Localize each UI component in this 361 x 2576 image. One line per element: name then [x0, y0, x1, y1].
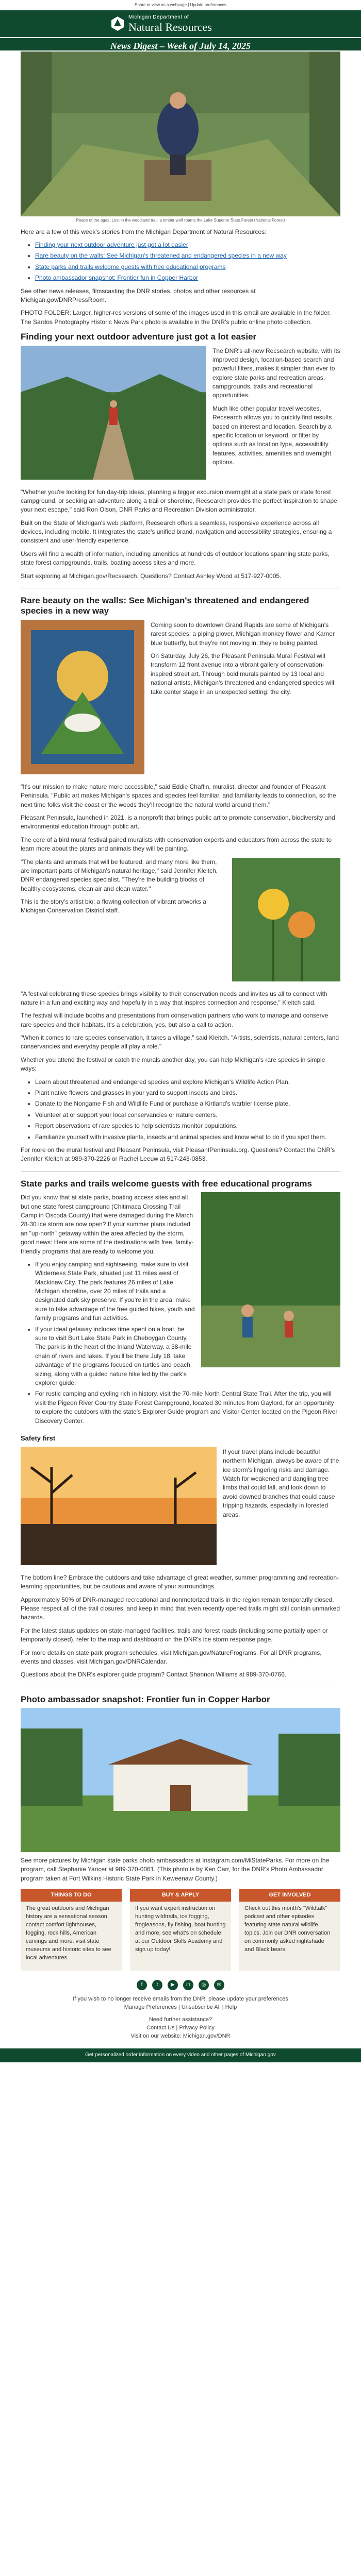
top-bar [0, 0, 361, 10]
story2-mural-photo [21, 620, 144, 774]
footer-line3: Need further assistance? [149, 2016, 212, 2023]
story2-p6: This is the story's artist bio: a flowing collection of vibrant artworks a Michigan Conservation District staff. [21, 898, 206, 914]
intro-item-1[interactable]: • Finding your next outdoor adventure just got a lot easier [35, 241, 340, 249]
header-text [128, 14, 212, 34]
story3-p1: Did you know that at state parks, boating access sites and all but one state forest campground (Chitimaca Crossing Trail Camp in Oscoda County) that were damaged during the March 28-30 ice storm are now open? If your summer plans included an "up-north" getaway within the area affected by the storm, good news: Here are some of the destinations with free, family-friendly programs that are ready to welcome you. [21, 1194, 194, 1255]
intro-list [35, 241, 340, 283]
story3-photo [201, 1192, 340, 1367]
story2-item: • Familiarize yourself with invasive plants, insects and animal species and know what to do if you spot them. [35, 1133, 340, 1142]
safety-p4: For the latest status updates on state-managed facilities, trails and forest roads (including some partially open or temporarily closed), refer to the map and dashboard on the DNR's ice storm response page. [21, 1626, 328, 1643]
email-icon[interactable]: ✉ [214, 1980, 224, 1990]
story1-p5: Users will find a wealth of information, including amenities at hundreds of outdoor locations spanning state parks, state forest campgrounds, trails, boating access sites and more. [21, 550, 330, 567]
story2-more: For more on the mural festival and Pleasant Peninsula, visit PleasantPeninsula.org. Questions? Contact the DNR's Jennifer Kleitch at 989-370-2226 or Rachel Leeuw at 517-243-0853. [21, 1146, 335, 1163]
story1-p1: The DNR's all-new Recsearch website, with its improved design, location-based search and powerful filters, makes it simpler than ever to explore state parks and recreation areas, campgrounds, trails and recreational opportunities. [212, 347, 340, 399]
story2-p1: Coming soon to downtown Grand Rapids are some of Michigan's rarest species: a piping plover, Michigan monkey flower and Karner blue butterfly, but they're not moving in; they're being painted. [151, 621, 335, 647]
story2-p4: Pleasant Peninsula, launched in 2021, is a nonprofit that brings public art to promote conservation, biodiversity and environmental education through public art. [21, 814, 335, 831]
story1-title: Finding your next outdoor adventure just got a lot easier [21, 332, 257, 342]
card-body: Check out this month's "Wildtalk" podcast and other episodes featuring state natural wildlife topics. Join our DNR conversation on commonly asked nightshade and Black bears. [244, 1905, 331, 1953]
header-org-big: Natural Resources [128, 21, 212, 34]
hero-photo [21, 52, 340, 216]
story2-quote: "The plants and animals that will be featured, and many more like them, are important parts of Michigan's natural heritage," said Jennifer Kleitch, DNR endangered species specialist. "They're the building blocks of healthy ecosystems, clean air and clean water." [21, 858, 218, 892]
footer-text [21, 1995, 340, 2041]
story4-p1: See more pictures by Michigan state parks photo ambassadors at Instagram.com/MiStateParks. For more on the program, call Stephanie Yancer at 989-370-0061. (This photo is by Ken Carr, for the DNR's Photo Ambassador program taken at Fort Wilkins Historic State Park in Keweenaw County.) [21, 1857, 330, 1882]
card-head: GET INVOLVED [239, 1889, 340, 1902]
story2-p7: "A festival celebrating these species brings visibility to their conservation needs and invites us all to connect with nature in a fun and exciting way and hopefully in a way that inspires connection and response," Kleitch said. [21, 990, 327, 1006]
header-org-small: Michigan Department of [128, 14, 189, 20]
story3-more: For more details on state park program schedules, visit Michigan.gov/NatureFrograms. For all DNR programs, events and classes, visit Michigan.gov/DNRCalendar. [21, 1649, 322, 1665]
safety-p2: The bottom line? Embrace the outdoors and take advantage of great weather, summer programming and recreation-learning opportunities, but be cautious and aware of your surroundings. [21, 1573, 339, 1590]
instagram-icon[interactable]: ◎ [199, 1980, 209, 1990]
intro-more: See other news releases, filmscasting the DNR stories, photos and other resources at Michigan.gov/DNRPressRoom. [21, 287, 256, 303]
card-body: If you want expert instruction on hunting wildtrails, ice fogging, frogleasons, fly fishing, boat hunting and more, see what's on schedule at our Outdoor Skills Academy and sign up today! [135, 1905, 226, 1953]
intro-photo-folder: PHOTO FOLDER: Larger, higher-res versions of some of the images used in this email are available in the folder. The Sardos Photography Historic News Park photo is available in the DNR's public online photo collection. [21, 309, 331, 326]
story3-item: • If your ideal getaway includes time spent on a boat, be sure to visit Burt Lake State Park in Cheboygan County. The park is in the heart of the Inland Waterway, a 38-mile chain of rivers and lakes. If you'll be there July 18, take advantage of the programs focused on turtles and beach sizing, along with a guided nature hike led by the park's explorer guide. [35, 1325, 340, 1388]
story1-p6: Start exploring at Michigan.gov/Recsearch. Questions? Contact Ashley Wood at 517-927-0005. [21, 572, 282, 580]
story2-item: • Learn about threatened and endangered species and explore Michigan's Wildlife Action Plan. [35, 1078, 340, 1087]
card-body: The great outdoors and Michigan history are a sensational season contact comfort lighthouses, fogging, rock hills, American carvings and more: visit state museums and historic sites to see local adventures. [26, 1905, 111, 1961]
digest-title: News Digest – Week of July 14, 2025 [110, 41, 251, 51]
story1-p4: Built on the State of Michigan's web platform, Recsearch offers a seamless, responsive experience across all devices, including mobile. It integrates the state's unified brand, navigation and accessibility strategies, ensuring a consistent and user-friendly experience. [21, 519, 332, 545]
header [0, 10, 361, 37]
story3-item: • For rustic camping and cycling rich in history, visit the 70-mile North Central State Trail. After the trip, you will visit the Pigeon River Country State Forest Campground, located 30 minutes from Gaylord, for an opportunity to explore the outdoors with the state's Explorer Guide program and Visitor Center located on the Pigeon River Discovery Center. [35, 1389, 340, 1426]
footer-website-link[interactable]: Visit on our website: Michigan.gov/DNR [130, 2032, 231, 2039]
twitter-icon[interactable]: t [152, 1980, 162, 1990]
linkedin-icon[interactable]: in [183, 1980, 193, 1990]
story2-p5: The core of a bird mural festival paired muralists with conservation experts and educators from across the state to learn more about the plants and animals they will be painting. [21, 836, 332, 853]
story4-photo [21, 1708, 340, 1852]
safety-p1: If your travel plans include beautiful northern Michigan, always be aware of the ice storm's lingering risks and damage. Watch for weakened and dangling tree limbs that could fall, and look down to avoid downed branches that could cause tripping hazards, especially in forested areas. [223, 1448, 339, 1518]
story2-item: • Plant native flowers and grasses in your yard to support insects and birds. [35, 1089, 340, 1097]
cards-row [21, 1889, 340, 1971]
story4-title: Photo ambassador snapshot: Frontier fun in Copper Harbor [21, 1694, 270, 1704]
card-buy-apply[interactable] [130, 1889, 231, 1971]
intro-item-3[interactable]: • State parks and trails welcome guests with free educational programs [35, 263, 340, 272]
hero-caption: Peace of the ages, Lost in the woodland trail, a timber wolf roams the Lake Superior State Forest (National Forest) [76, 218, 285, 223]
youtube-icon[interactable]: ▶ [168, 1980, 178, 1990]
card-get-involved[interactable] [239, 1889, 340, 1971]
story2-p2: On Saturday, July 26, the Pleasant Peninsula Mural Festival will transform 12 front avenue into a vibrant gallery of conservation-inspired street art. Through bold murals painted by 13 local and national artists, Michigan's threatened and endangered species will take center stage in an unexpected setting: the city. [151, 652, 334, 696]
story2-title: Rare beauty on the walls: See Michigan's threatened and endangered species in a new way [21, 596, 309, 616]
story3-item: • If you enjoy camping and sightseeing, make sure to visit Wilderness State Park, situated just 11 miles west of Mackinaw City. The park features 26 miles of Lake Michigan shoreline, over 20 miles of trails and a designated dark sky preserve. If you're in the area, make sure to take advantage of the free guided hikes, youth and family programs and fun activities. [35, 1260, 340, 1323]
story2-p8: The festival will include booths and presentations from conservation partners who work to manage and conserve rare species and their habitats. It's a celebration, yes, but also a call to action. [21, 1012, 329, 1028]
story3-contact: Questions about the DNR's explorer guide program? Contact Shannon Wiliams at 989-370-0766. [21, 1671, 287, 1679]
safety-p3: Approximately 50% of DNR-managed recreational and nonmotorized trails in the region remain temporarily closed. Please respect all of the trail closures, and keep in mind that even recently opened trails might still contain unmarked hazards. [21, 1596, 340, 1621]
story1-p3: "Whether you're looking for fun day-trip ideas, planning a bigger excursion overnight at a state park or state forest campground, or seeking an adventure along a trail or shoreline, Recsearch provides the perfect inspiration to shape your next escape," said Ron Olson, DNR Parks and Recreation Division administrator. [21, 488, 337, 514]
story2-item: • Volunteer at or support your local conservancies or nature centers. [35, 1111, 340, 1120]
story2-list [35, 1078, 340, 1142]
hero-band [0, 38, 361, 50]
dnr-logo-icon [111, 16, 124, 31]
story2-item: • Donate to the Nongame Fish and Wildlife Fund or purchase a Kirtland's warbler license plate. [35, 1099, 340, 1108]
intro-lead: Here are a few of this week's stories from the Michigan Department of Natural Resources: [21, 228, 267, 235]
story3-title: State parks and trails welcome guests with free educational programs [21, 1178, 312, 1189]
social-row [21, 1980, 340, 1990]
view-as-webpage-link[interactable]: Share or view as a webpage | Update preferences [135, 3, 226, 7]
story2-p10: Whether you attend the festival or catch the murals another day, you can help Michigan's rare species in simple ways: [21, 1056, 325, 1073]
content [21, 52, 340, 2040]
footer-line1: If you wish to no longer receive emails from the DNR, please update your preferences [73, 1995, 288, 2002]
safety-photo [21, 1447, 217, 1565]
story1-p2: Much like other popular travel websites, Recsearch allows you to quickly find results based on interest and location. Search by a specific location or keyword, or filter by options such as location type, accessibility features, activities, amenities and overnight options. [212, 404, 332, 466]
safety-title: Safety first [21, 1434, 56, 1442]
intro-item-2[interactable]: • Rare beauty on the walls: See Michigan's threatened and endangered species in a new way [35, 251, 340, 260]
facebook-icon[interactable]: f [137, 1980, 147, 1990]
card-head: THINGS TO DO [21, 1889, 122, 1902]
footer-bar: Get personalized order information on every video and other pages of Michigan.gov [0, 2048, 361, 2062]
story2-item: • Report observations of rare species to help scientists monitor populations. [35, 1122, 340, 1130]
story1-photo [21, 346, 206, 480]
story2-p3: "It's our mission to make nature more accessible," said Eddie Chaffin, muralist, director and founder of Pleasant Peninsula. "Public art makes Michigan's spaces and species feel familiar, and familiarity leads to connection, so the next time folks visit the coast or the woods they'll recognize the natural world around them." [21, 783, 336, 808]
intro-item-4[interactable]: • Photo ambassador snapshot: Frontier fun in Copper Harbor [35, 274, 340, 282]
footer-contact-links[interactable]: Contact Us | Privacy Policy [146, 2024, 215, 2031]
story2-flower-photo [232, 858, 340, 981]
divider-2 [21, 1171, 340, 1172]
card-head: BUY & APPLY [130, 1889, 231, 1902]
card-things-to-do[interactable] [21, 1889, 122, 1971]
footer-preferences-links[interactable]: Manage Preferences | Unsubscribe All | Help [124, 2004, 237, 2010]
story2-p9: "When it comes to rare species conservation, it takes a village," said Kleitch. "Artists, scientists, natural centers, land conservancies and everyday people all play a role." [21, 1034, 339, 1050]
